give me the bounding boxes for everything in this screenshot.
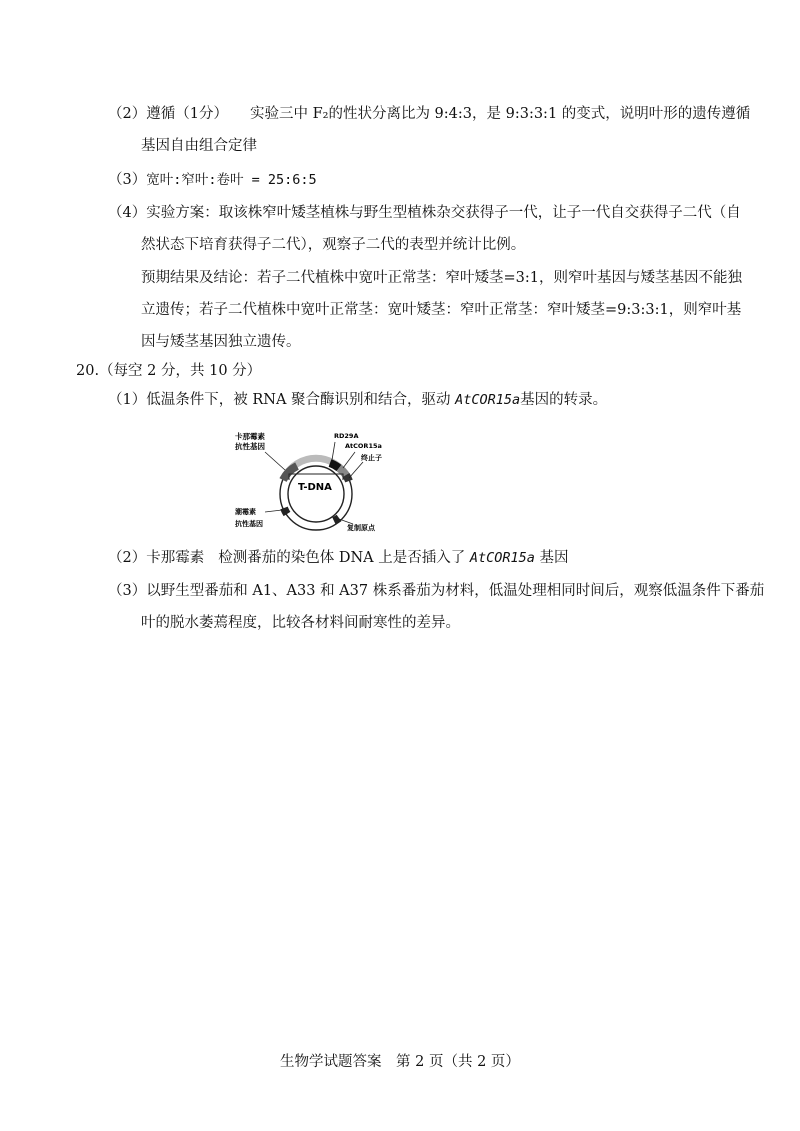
label-terminator: 终止子 xyxy=(361,454,382,462)
label-rd29a: RD29A xyxy=(334,432,359,440)
q20-part1-text-after: 基因的转录。 xyxy=(520,392,608,408)
label-tdna: T-DNA xyxy=(298,482,332,493)
q19-part3 xyxy=(108,170,317,190)
rd29a-block xyxy=(330,463,339,468)
q19-part4-line1 xyxy=(108,203,741,223)
tdna-bracket xyxy=(289,474,343,480)
kan-leader-line xyxy=(265,452,285,470)
q20-part2-text-before: 检测番茄的染色体 DNA 上是否插入了 xyxy=(218,550,470,566)
hyg-resistance-block xyxy=(284,508,287,514)
q19-part3-label: （3） xyxy=(108,172,147,188)
label-kan-line2: 抗性基因 xyxy=(235,442,265,451)
rd29a-leader-line xyxy=(332,442,335,460)
q19-part2-answer: 遵循（1分） xyxy=(146,106,228,122)
label-ori: 复制原点 xyxy=(347,524,375,532)
q20-part2-text-after: 基因 xyxy=(534,550,569,566)
q20-part2-answer: 卡那霉素 xyxy=(146,550,205,566)
q20-part2-gene: AtCOR15a xyxy=(469,550,535,566)
q19-part4-line3: 预期结果及结论：若子二代植株中宽叶正常茎：窄叶矮茎=3:1，则窄叶基因与矮茎基因不能独 xyxy=(141,270,742,286)
q19-part2-explanation: 实验三中 F₂的性状分离比为 9:4:3，是 9:3:3:1 的变式，说明叶形的遗传遵循 xyxy=(249,106,751,122)
label-atcor15a: AtCOR15a xyxy=(345,442,382,450)
label-hyg-line1: 潮霉素 xyxy=(235,508,256,516)
ori-block xyxy=(334,518,339,521)
terminator-leader-line xyxy=(349,462,363,478)
q20-part2 xyxy=(108,548,569,568)
q20-part1-text-before: 低温条件下，被 RNA 聚合酶识别和结合，驱动 xyxy=(146,392,456,408)
q20-part1-label: （1） xyxy=(108,392,147,408)
q19-part4-line4: 立遗传；若子二代植株中宽叶正常茎：宽叶矮茎：窄叶正常茎：窄叶矮茎=9:3:3:1，则窄叶基 xyxy=(141,302,742,318)
q19-part2-label: （2） xyxy=(108,106,147,122)
plasmid-diagram xyxy=(235,430,435,534)
q20-part2-label: （2） xyxy=(108,550,147,566)
label-hyg-line2: 抗性基因 xyxy=(235,520,263,528)
q20-header: 20.（每空 2 分，共 10 分） xyxy=(76,363,262,379)
q19-part2-line1 xyxy=(108,104,750,124)
q20-part3-text: 以野生型番茄和 A1、A33 和 A37 株系番茄为材料，低温处理相同时间后，观察低温条件下番茄 xyxy=(146,583,765,599)
q20-part3-label: （3） xyxy=(108,583,147,599)
atcor-leader-line xyxy=(343,452,355,468)
q19-part4-line2: 然状态下培育获得子二代），观察子二代的表型并统计比例。 xyxy=(141,237,526,253)
label-kan-line1: 卡那霉素 xyxy=(235,432,265,441)
q20-part1 xyxy=(108,390,607,410)
q19-part3-ratio: 宽叶:窄叶:卷叶 = 25:6:5 xyxy=(146,172,317,188)
q20-part3-line1 xyxy=(108,581,764,601)
kan-resistance-block xyxy=(283,466,297,480)
q20-part1-gene: AtCOR15a xyxy=(455,392,521,408)
q19-part4-plan: 实验方案：取该株窄叶矮茎植株与野生型植株杂交获得子一代，让子一代自交获得子二代（自 xyxy=(146,205,741,221)
terminator-block xyxy=(346,475,349,481)
q19-part4-label: （4） xyxy=(108,205,147,221)
page-footer: 生物学试题答案 第 2 页（共 2 页） xyxy=(280,1054,520,1070)
q19-part4-line5: 因与矮茎基因独立遗传。 xyxy=(141,334,301,350)
hyg-leader-line xyxy=(265,510,282,512)
q20-part3-line2: 叶的脱水萎蔫程度，比较各材料间耐寒性的差异。 xyxy=(141,615,460,631)
q19-part2-line2: 基因自由组合定律 xyxy=(141,138,257,154)
